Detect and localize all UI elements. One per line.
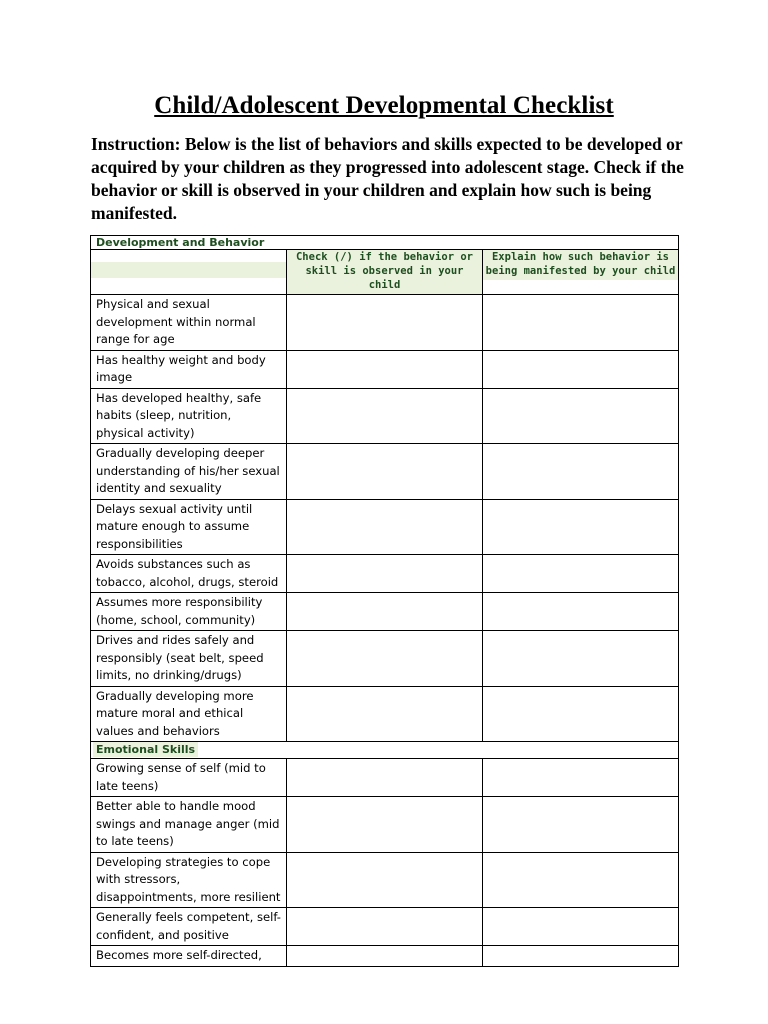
column-header-check-label: Check (/) if the behavior or skill is observed in your child [287, 250, 482, 294]
explain-cell[interactable] [483, 908, 679, 946]
behavior-cell [91, 852, 287, 908]
table-row [91, 555, 679, 593]
check-cell[interactable] [287, 444, 483, 500]
check-cell[interactable] [287, 908, 483, 946]
behavior-cell [91, 350, 287, 388]
behavior-cell [91, 631, 287, 687]
page-title: Child/Adolescent Developmental Checklist [154, 92, 614, 119]
table-row [91, 295, 679, 351]
behavior-text: Drives and rides safely and responsibly (seat belt, speed limits, no drinking/drugs) [96, 633, 264, 682]
explain-cell[interactable] [483, 295, 679, 351]
instruction-paragraph: Instruction: Below is the list of behaviors and skills expected to be developed or acquired by your children as they progressed into adolescent stage. Check if the behavior or skill is observed in your children and explain how such is being manifested. [91, 134, 684, 223]
behavior-cell [91, 388, 287, 444]
table-row [91, 631, 679, 687]
behavior-text: Gradually developing deeper understanding of his/her sexual identity and sexuality [96, 446, 280, 495]
behavior-cell [91, 759, 287, 797]
section-title-development: Development and Behavior [96, 236, 265, 249]
behavior-text: Growing sense of self (mid to late teens) [96, 761, 266, 793]
column-header-explain-label: Explain how such behavior is being manifested by your child [483, 250, 678, 280]
behavior-text: Assumes more responsibility (home, school, community) [96, 595, 263, 627]
explain-cell[interactable] [483, 759, 679, 797]
behavior-text: Better able to handle mood swings and manage anger (mid to late teens) [96, 799, 280, 848]
explain-cell[interactable] [483, 946, 679, 967]
check-cell[interactable] [287, 946, 483, 967]
behavior-cell [91, 593, 287, 631]
column-header-item-fill [91, 262, 286, 278]
column-header-check [287, 250, 483, 295]
column-header-explain [483, 250, 679, 295]
table-row [91, 499, 679, 555]
check-cell[interactable] [287, 797, 483, 853]
behavior-cell [91, 686, 287, 742]
check-cell[interactable] [287, 555, 483, 593]
behavior-cell [91, 295, 287, 351]
table-row [91, 759, 679, 797]
table-row [91, 388, 679, 444]
explain-cell[interactable] [483, 852, 679, 908]
behavior-text: Has healthy weight and body image [96, 352, 266, 384]
check-cell[interactable] [287, 388, 483, 444]
behavior-text: Has developed healthy, safe habits (sleep, nutrition, physical activity) [96, 390, 262, 440]
check-cell[interactable] [287, 499, 483, 555]
behavior-text: Generally feels competent, self-confident, and positive [96, 910, 281, 942]
check-cell[interactable] [287, 631, 483, 687]
table-row [91, 852, 679, 908]
explain-cell[interactable] [483, 686, 679, 742]
behavior-text: Developing strategies to cope with stressors, disappointments, more resilient [96, 854, 281, 904]
behavior-cell [91, 908, 287, 946]
table-row [91, 593, 679, 631]
table-row [91, 444, 679, 500]
table-row [91, 908, 679, 946]
explain-cell[interactable] [483, 797, 679, 853]
section-title-row [91, 742, 679, 759]
behavior-cell [91, 555, 287, 593]
explain-cell[interactable] [483, 555, 679, 593]
developmental-checklist-table [90, 235, 679, 967]
explain-cell[interactable] [483, 350, 679, 388]
column-header-item [91, 250, 287, 295]
behavior-cell [91, 499, 287, 555]
behavior-cell [91, 797, 287, 853]
explain-cell[interactable] [483, 388, 679, 444]
explain-cell[interactable] [483, 444, 679, 500]
explain-cell[interactable] [483, 631, 679, 687]
check-cell[interactable] [287, 593, 483, 631]
column-header-row [91, 250, 679, 295]
check-cell[interactable] [287, 686, 483, 742]
check-cell[interactable] [287, 852, 483, 908]
behavior-text: Physical and sexual development within normal range for age [96, 297, 256, 346]
table-row [91, 350, 679, 388]
behavior-text: Delays sexual activity until mature enough to assume responsibilities [96, 501, 253, 551]
table-row [91, 946, 679, 967]
table-row [91, 686, 679, 742]
section-title-emotional: Emotional Skills [93, 742, 198, 757]
explain-cell[interactable] [483, 499, 679, 555]
explain-cell[interactable] [483, 593, 679, 631]
section-title-row [91, 236, 679, 250]
check-cell[interactable] [287, 350, 483, 388]
behavior-cell [91, 946, 287, 967]
behavior-text: Becomes more self-directed, [96, 948, 262, 962]
behavior-cell [91, 444, 287, 500]
behavior-text: Gradually developing more mature moral and ethical values and behaviors [96, 688, 254, 738]
check-cell[interactable] [287, 759, 483, 797]
behavior-text: Avoids substances such as tobacco, alcohol, drugs, steroid [96, 557, 279, 589]
table-row [91, 797, 679, 853]
check-cell[interactable] [287, 295, 483, 351]
